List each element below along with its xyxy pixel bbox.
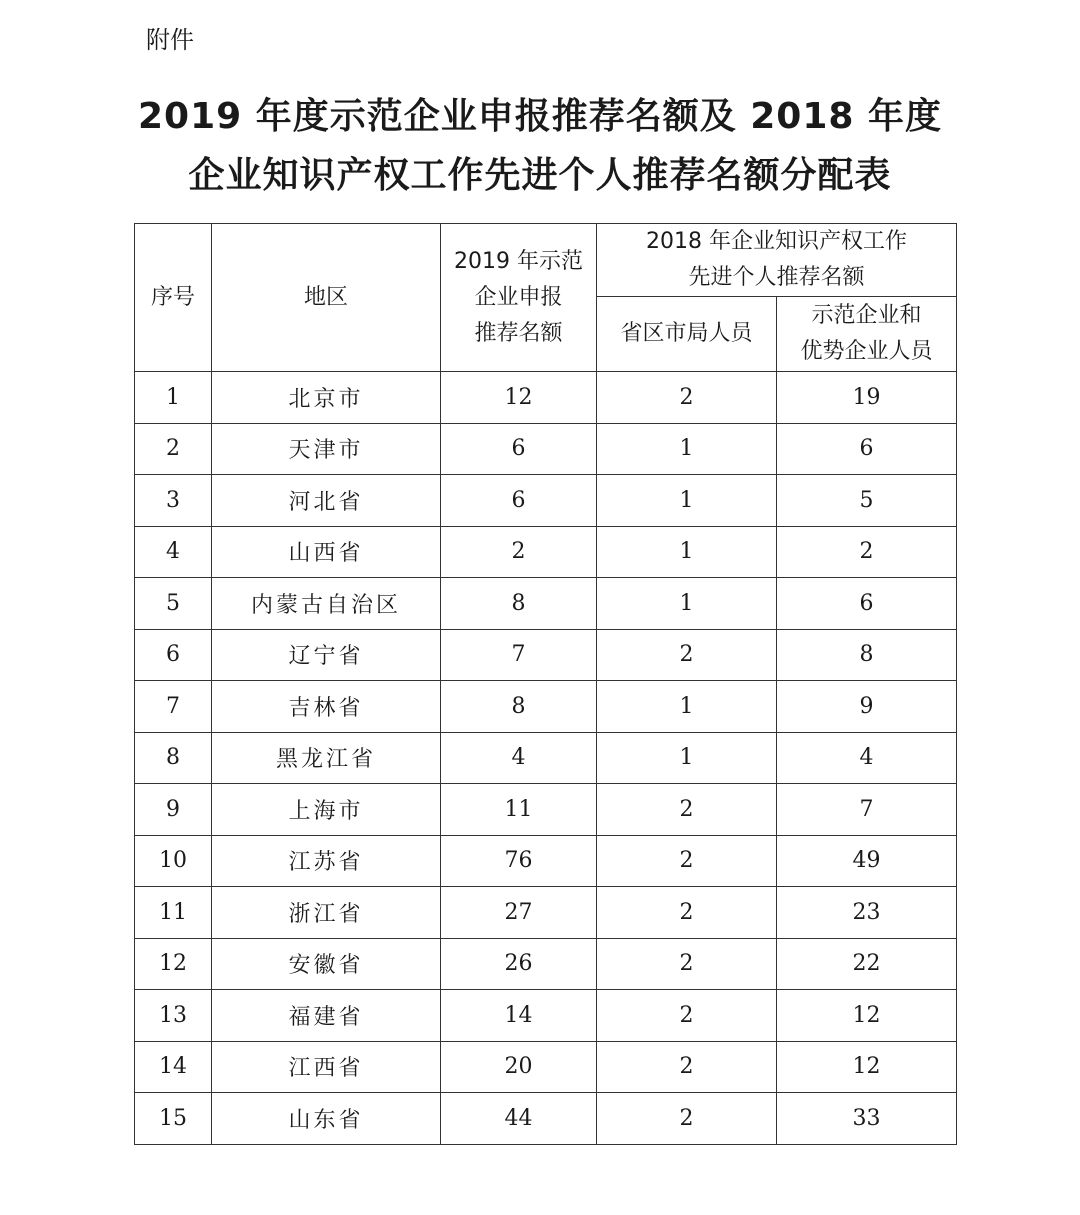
table-row <box>135 1093 957 1145</box>
cell-seq: 4 <box>135 526 212 578</box>
header-quota-2019 <box>441 224 597 372</box>
cell-quota-2019: 8 <box>441 578 597 630</box>
cell-enterprise-staff: 12 <box>777 990 957 1042</box>
cell-region: 江苏省 <box>212 835 441 887</box>
cell-enterprise-staff: 6 <box>777 423 957 475</box>
cell-seq: 5 <box>135 578 212 630</box>
cell-seq: 8 <box>135 732 212 784</box>
cell-provincial-staff: 2 <box>597 1041 777 1093</box>
cell-region: 山西省 <box>212 526 441 578</box>
cell-seq: 3 <box>135 475 212 527</box>
cell-provincial-staff: 2 <box>597 887 777 939</box>
document-title-line-2: 企业知识产权工作先进个人推荐名额分配表 <box>188 155 892 196</box>
quota-allocation-table <box>134 223 957 1145</box>
header-group-2018-line-2: 先进个人推荐名额 <box>688 265 865 290</box>
cell-quota-2019: 44 <box>441 1093 597 1145</box>
header-enterprise-staff <box>777 297 957 372</box>
document-title-line-1: 2019 年度示范企业申报推荐名额及 2018 年度 <box>138 96 942 137</box>
cell-quota-2019: 27 <box>441 887 597 939</box>
header-quota-2019-line-2: 企业申报 <box>474 284 563 310</box>
cell-region: 北京市 <box>212 372 441 424</box>
cell-region: 天津市 <box>212 423 441 475</box>
table-row <box>135 372 957 424</box>
cell-quota-2019: 14 <box>441 990 597 1042</box>
cell-seq: 14 <box>135 1041 212 1093</box>
cell-provincial-staff: 1 <box>597 423 777 475</box>
cell-region: 安徽省 <box>212 938 441 990</box>
cell-seq: 12 <box>135 938 212 990</box>
cell-region: 福建省 <box>212 990 441 1042</box>
cell-region: 山东省 <box>212 1093 441 1145</box>
cell-enterprise-staff: 9 <box>777 681 957 733</box>
cell-seq: 7 <box>135 681 212 733</box>
cell-region: 上海市 <box>212 784 441 836</box>
header-group-2018 <box>597 224 957 297</box>
cell-provincial-staff: 1 <box>597 681 777 733</box>
cell-quota-2019: 8 <box>441 681 597 733</box>
cell-provincial-staff: 2 <box>597 938 777 990</box>
cell-enterprise-staff: 4 <box>777 732 957 784</box>
cell-quota-2019: 2 <box>441 526 597 578</box>
cell-quota-2019: 26 <box>441 938 597 990</box>
cell-enterprise-staff: 8 <box>777 629 957 681</box>
cell-quota-2019: 20 <box>441 1041 597 1093</box>
cell-quota-2019: 11 <box>441 784 597 836</box>
cell-region: 内蒙古自治区 <box>212 578 441 630</box>
cell-provincial-staff: 2 <box>597 372 777 424</box>
header-quota-2019-line-1: 2019 年示范 <box>454 248 583 274</box>
cell-seq: 10 <box>135 835 212 887</box>
table-row <box>135 526 957 578</box>
cell-enterprise-staff: 12 <box>777 1041 957 1093</box>
cell-provincial-staff: 1 <box>597 475 777 527</box>
cell-enterprise-staff: 6 <box>777 578 957 630</box>
cell-quota-2019: 4 <box>441 732 597 784</box>
table-row <box>135 423 957 475</box>
header-quota-2019-line-3: 推荐名额 <box>474 320 563 346</box>
cell-seq: 1 <box>135 372 212 424</box>
cell-provincial-staff: 2 <box>597 629 777 681</box>
cell-enterprise-staff: 49 <box>777 835 957 887</box>
table-body <box>135 372 957 1145</box>
cell-seq: 6 <box>135 629 212 681</box>
table-row <box>135 732 957 784</box>
cell-region: 黑龙江省 <box>212 732 441 784</box>
table-row <box>135 990 957 1042</box>
table-row <box>135 475 957 527</box>
cell-enterprise-staff: 2 <box>777 526 957 578</box>
header-enterprise-staff-line-1: 示范企业和 <box>811 303 922 328</box>
table-row <box>135 938 957 990</box>
cell-provincial-staff: 2 <box>597 835 777 887</box>
table-row <box>135 784 957 836</box>
header-provincial-staff: 省区市局人员 <box>597 297 777 372</box>
cell-provincial-staff: 1 <box>597 526 777 578</box>
cell-region: 辽宁省 <box>212 629 441 681</box>
cell-seq: 2 <box>135 423 212 475</box>
cell-enterprise-staff: 5 <box>777 475 957 527</box>
cell-provincial-staff: 1 <box>597 732 777 784</box>
header-group-2018-line-1: 2018 年企业知识产权工作 <box>646 229 907 254</box>
cell-seq: 9 <box>135 784 212 836</box>
table-row <box>135 887 957 939</box>
cell-quota-2019: 6 <box>441 475 597 527</box>
cell-provincial-staff: 2 <box>597 784 777 836</box>
cell-quota-2019: 12 <box>441 372 597 424</box>
header-region: 地区 <box>212 224 441 372</box>
cell-enterprise-staff: 23 <box>777 887 957 939</box>
cell-region: 吉林省 <box>212 681 441 733</box>
table-row <box>135 1041 957 1093</box>
cell-region: 浙江省 <box>212 887 441 939</box>
cell-enterprise-staff: 33 <box>777 1093 957 1145</box>
cell-seq: 15 <box>135 1093 212 1145</box>
cell-region: 河北省 <box>212 475 441 527</box>
table-row <box>135 681 957 733</box>
cell-region: 江西省 <box>212 1041 441 1093</box>
header-seq: 序号 <box>135 224 212 372</box>
cell-provincial-staff: 1 <box>597 578 777 630</box>
table-row <box>135 835 957 887</box>
cell-provincial-staff: 2 <box>597 1093 777 1145</box>
cell-enterprise-staff: 7 <box>777 784 957 836</box>
cell-quota-2019: 6 <box>441 423 597 475</box>
cell-quota-2019: 76 <box>441 835 597 887</box>
cell-quota-2019: 7 <box>441 629 597 681</box>
cell-provincial-staff: 2 <box>597 990 777 1042</box>
header-enterprise-staff-line-2: 优势企业人员 <box>800 339 933 364</box>
cell-seq: 13 <box>135 990 212 1042</box>
attachment-label: 附件 <box>146 26 194 54</box>
cell-enterprise-staff: 19 <box>777 372 957 424</box>
table-row <box>135 629 957 681</box>
table-row <box>135 578 957 630</box>
cell-seq: 11 <box>135 887 212 939</box>
cell-enterprise-staff: 22 <box>777 938 957 990</box>
